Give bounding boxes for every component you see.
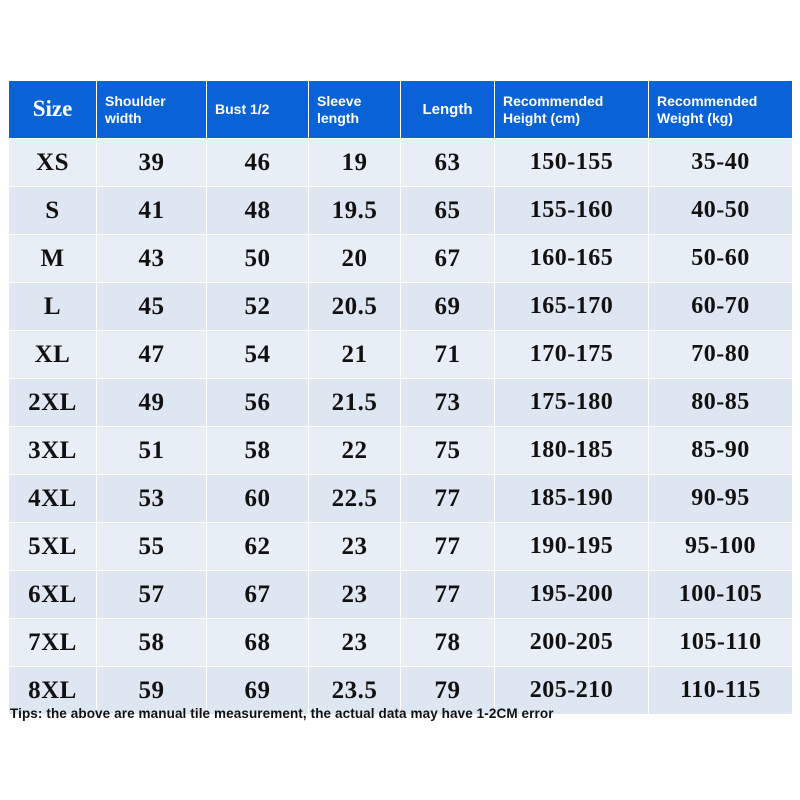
cell-bust: 52 [207, 283, 309, 331]
cell-height: 190-195 [495, 523, 649, 571]
cell-height: 175-180 [495, 379, 649, 427]
cell-sleeve: 19 [309, 139, 401, 187]
size-chart-table [8, 80, 793, 715]
cell-length: 77 [401, 523, 495, 571]
cell-bust: 56 [207, 379, 309, 427]
cell-length: 77 [401, 475, 495, 523]
cell-height: 160-165 [495, 235, 649, 283]
cell-sleeve: 20 [309, 235, 401, 283]
cell-bust: 69 [207, 667, 309, 715]
cell-size: 2XL [9, 379, 97, 427]
cell-size: S [9, 187, 97, 235]
cell-shoulder: 59 [97, 667, 207, 715]
measurement-tips: Tips: the above are manual tile measurement, the actual data may have 1-2CM error [10, 706, 554, 721]
table-row [9, 283, 793, 331]
cell-sleeve: 23 [309, 523, 401, 571]
cell-length: 69 [401, 283, 495, 331]
column-header-sleeve-length: Sleeve length [309, 81, 401, 139]
cell-weight: 40-50 [649, 187, 793, 235]
cell-weight: 90-95 [649, 475, 793, 523]
cell-size: 5XL [9, 523, 97, 571]
column-header-length: Length [401, 81, 495, 139]
cell-size: 7XL [9, 619, 97, 667]
cell-shoulder: 57 [97, 571, 207, 619]
cell-length: 73 [401, 379, 495, 427]
cell-weight: 110-115 [649, 667, 793, 715]
cell-height: 195-200 [495, 571, 649, 619]
cell-weight: 100-105 [649, 571, 793, 619]
cell-shoulder: 51 [97, 427, 207, 475]
cell-sleeve: 23 [309, 619, 401, 667]
cell-shoulder: 41 [97, 187, 207, 235]
cell-sleeve: 22.5 [309, 475, 401, 523]
table-row [9, 427, 793, 475]
cell-size: 8XL [9, 667, 97, 715]
table-row [9, 331, 793, 379]
cell-weight: 70-80 [649, 331, 793, 379]
table-row [9, 619, 793, 667]
cell-size: M [9, 235, 97, 283]
table-row [9, 235, 793, 283]
cell-height: 150-155 [495, 139, 649, 187]
cell-size: XS [9, 139, 97, 187]
cell-shoulder: 49 [97, 379, 207, 427]
cell-shoulder: 58 [97, 619, 207, 667]
cell-weight: 35-40 [649, 139, 793, 187]
cell-sleeve: 23 [309, 571, 401, 619]
cell-shoulder: 47 [97, 331, 207, 379]
cell-height: 155-160 [495, 187, 649, 235]
cell-size: 4XL [9, 475, 97, 523]
table-row [9, 187, 793, 235]
cell-sleeve: 19.5 [309, 187, 401, 235]
table-row [9, 379, 793, 427]
cell-length: 67 [401, 235, 495, 283]
cell-weight: 95-100 [649, 523, 793, 571]
cell-length: 77 [401, 571, 495, 619]
cell-shoulder: 45 [97, 283, 207, 331]
cell-bust: 54 [207, 331, 309, 379]
cell-height: 180-185 [495, 427, 649, 475]
cell-size: 3XL [9, 427, 97, 475]
table-row [9, 475, 793, 523]
table-row [9, 139, 793, 187]
cell-length: 65 [401, 187, 495, 235]
cell-size: L [9, 283, 97, 331]
cell-shoulder: 53 [97, 475, 207, 523]
cell-shoulder: 39 [97, 139, 207, 187]
table-row [9, 571, 793, 619]
cell-length: 79 [401, 667, 495, 715]
cell-sleeve: 20.5 [309, 283, 401, 331]
cell-length: 78 [401, 619, 495, 667]
cell-bust: 48 [207, 187, 309, 235]
cell-length: 63 [401, 139, 495, 187]
cell-height: 185-190 [495, 475, 649, 523]
cell-bust: 60 [207, 475, 309, 523]
cell-size: 6XL [9, 571, 97, 619]
cell-bust: 50 [207, 235, 309, 283]
cell-sleeve: 23.5 [309, 667, 401, 715]
cell-bust: 68 [207, 619, 309, 667]
cell-shoulder: 43 [97, 235, 207, 283]
cell-sleeve: 21.5 [309, 379, 401, 427]
column-header-bust: Bust 1/2 [207, 81, 309, 139]
cell-weight: 50-60 [649, 235, 793, 283]
cell-height: 205-210 [495, 667, 649, 715]
table-row [9, 523, 793, 571]
column-header-shoulder-width: Shoulder width [97, 81, 207, 139]
cell-sleeve: 21 [309, 331, 401, 379]
column-header-recommended-height: Recommended Height (cm) [495, 81, 649, 139]
cell-weight: 60-70 [649, 283, 793, 331]
cell-bust: 46 [207, 139, 309, 187]
cell-weight: 105-110 [649, 619, 793, 667]
table-header [9, 81, 793, 139]
table-body [9, 139, 793, 715]
table-header-row [9, 81, 793, 139]
cell-height: 165-170 [495, 283, 649, 331]
column-header-recommended-weight: Recommended Weight (kg) [649, 81, 793, 139]
cell-length: 75 [401, 427, 495, 475]
cell-size: XL [9, 331, 97, 379]
size-chart-table-wrapper [8, 80, 792, 715]
cell-height: 200-205 [495, 619, 649, 667]
cell-bust: 67 [207, 571, 309, 619]
cell-bust: 58 [207, 427, 309, 475]
cell-shoulder: 55 [97, 523, 207, 571]
cell-weight: 85-90 [649, 427, 793, 475]
cell-bust: 62 [207, 523, 309, 571]
cell-height: 170-175 [495, 331, 649, 379]
cell-weight: 80-85 [649, 379, 793, 427]
column-header-size: Size [9, 81, 97, 139]
cell-sleeve: 22 [309, 427, 401, 475]
cell-length: 71 [401, 331, 495, 379]
